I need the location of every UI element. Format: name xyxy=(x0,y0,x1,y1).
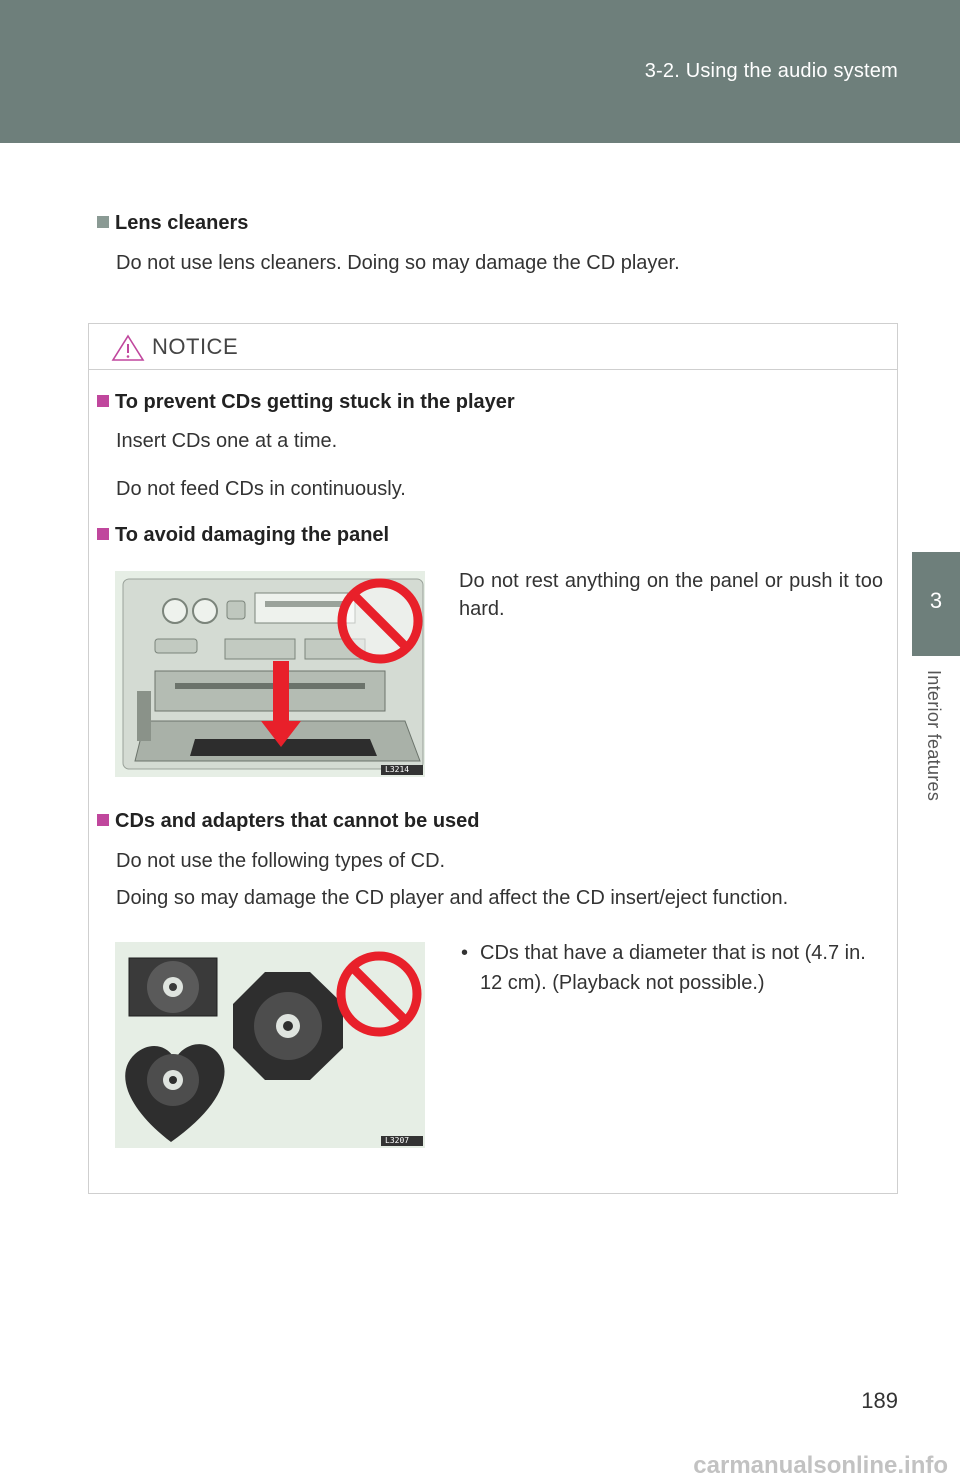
panel-text: Do not rest anything on the panel or push it too hard. xyxy=(459,570,883,620)
square-bullet-icon xyxy=(97,216,109,228)
header-band xyxy=(0,0,960,143)
cds-bullet-text: CDs that have a diameter that is not (4.7 in. 12 cm). (Playback not possible.) xyxy=(480,942,866,994)
square-bullet-icon xyxy=(97,528,109,540)
square-bullet-icon xyxy=(97,395,109,407)
chapter-tab[interactable] xyxy=(912,552,960,656)
irregular-cds-image xyxy=(115,942,425,1148)
page-number: 189 xyxy=(861,1388,898,1413)
panel-heading-text: To avoid damaging the panel xyxy=(115,524,390,546)
warning-triangle-icon xyxy=(111,334,145,362)
lens-text: Do not use lens cleaners. Doing so may damage the CD player. xyxy=(116,252,680,274)
cds-illustration xyxy=(115,942,425,1148)
section-title: 3-2. Using the audio system xyxy=(644,60,898,82)
panel-illustration xyxy=(115,571,425,777)
stuck-heading-text: To prevent CDs getting stuck in the player xyxy=(115,391,515,413)
stuck-heading xyxy=(97,391,515,414)
lens-heading xyxy=(97,212,248,235)
chapter-number: 3 xyxy=(929,588,943,613)
panel-image-code: L3214 xyxy=(385,765,410,774)
stuck-line1: Insert CDs one at a time. xyxy=(116,430,338,452)
square-bullet-icon xyxy=(97,814,109,826)
watermark: carmanualsonline.info xyxy=(693,1452,948,1479)
cds-bullet xyxy=(461,938,871,998)
panel-heading xyxy=(97,524,389,547)
lens-heading-text: Lens cleaners xyxy=(115,212,249,234)
notice-header xyxy=(89,324,897,370)
chapter-label: Interior features xyxy=(924,670,944,802)
bullet-dot-icon: • xyxy=(461,942,469,964)
cds-image-code: L3207 xyxy=(385,1136,410,1145)
audio-panel-image xyxy=(115,571,425,777)
cds-line1: Do not use the following types of CD. xyxy=(116,850,446,872)
cds-line2: Doing so may damage the CD player and affect the CD insert/eject function. xyxy=(116,887,789,909)
cds-heading xyxy=(97,810,480,833)
notice-label: NOTICE xyxy=(152,334,239,359)
cds-heading-text: CDs and adapters that cannot be used xyxy=(115,810,480,832)
stuck-line2: Do not feed CDs in continuously. xyxy=(116,478,406,500)
